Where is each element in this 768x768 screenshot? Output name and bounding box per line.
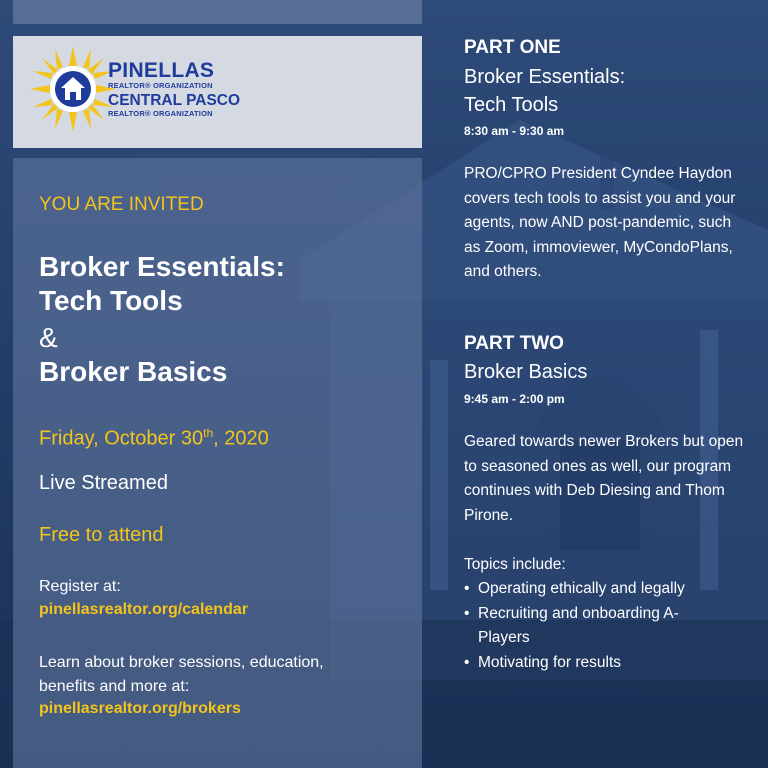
live-streamed-text: Live Streamed <box>39 472 168 494</box>
part-one-heading: PART ONE <box>464 37 561 58</box>
part-two-heading: PART TWO <box>464 333 564 354</box>
part-one-subtitle-2: Tech Tools <box>464 94 559 116</box>
learn-more-text: Learn about broker sessions, education, benefits and more at: <box>39 654 324 695</box>
title-ampersand: & <box>39 322 58 353</box>
organization-logo-text <box>108 60 240 119</box>
brokers-link[interactable]: pinellasrealtor.org/brokers <box>39 700 241 717</box>
topic-item: • Motivating for results <box>464 651 754 676</box>
sun-house-logo-icon <box>30 46 116 132</box>
part-two-time: 9:45 am - 2:00 pm <box>464 392 565 406</box>
title-line-3: Broker Basics <box>39 356 228 387</box>
register-link[interactable]: pinellasrealtor.org/calendar <box>39 601 248 618</box>
part-one-subtitle-1: Broker Essentials: <box>464 66 626 88</box>
topic-item: • Recruiting and onboarding A-Players <box>464 602 708 651</box>
title-line-2: Tech Tools <box>39 285 183 316</box>
top-strip <box>13 0 422 24</box>
invite-text: YOU ARE INVITED <box>39 194 204 215</box>
part-two-description: Geared towards newer Brokers but open to seasoned ones as well, our program continues with Deb Diesing and Thom Pirone. <box>464 433 744 524</box>
part-one-time: 8:30 am - 9:30 am <box>464 124 565 138</box>
part-two-subtitle: Broker Basics <box>464 361 588 383</box>
event-date: Friday, October 30th, 2020 <box>39 426 269 450</box>
register-label: Register at: <box>39 578 121 595</box>
logo-realtor-org-2: REALTOR® ORGANIZATION <box>108 109 213 118</box>
title-line-1: Broker Essentials: <box>39 251 285 282</box>
topics-label: Topics include: <box>464 556 566 573</box>
logo-pinellas: PINELLAS <box>108 59 215 82</box>
part-one-description: PRO/CPRO President Cyndee Haydon covers tech tools to assist you and your agents, now AND post-pandemic, such as Zoom, immoviewer, MyCondoPlans, and others. <box>464 165 736 280</box>
logo-central-pasco: CENTRAL PASCO <box>108 92 241 109</box>
topic-item: • Operating ethically and legally <box>464 577 754 602</box>
free-to-attend-text: Free to attend <box>39 524 164 546</box>
logo-realtor-org-1: REALTOR® ORGANIZATION <box>108 81 213 90</box>
topics-list <box>464 577 754 675</box>
